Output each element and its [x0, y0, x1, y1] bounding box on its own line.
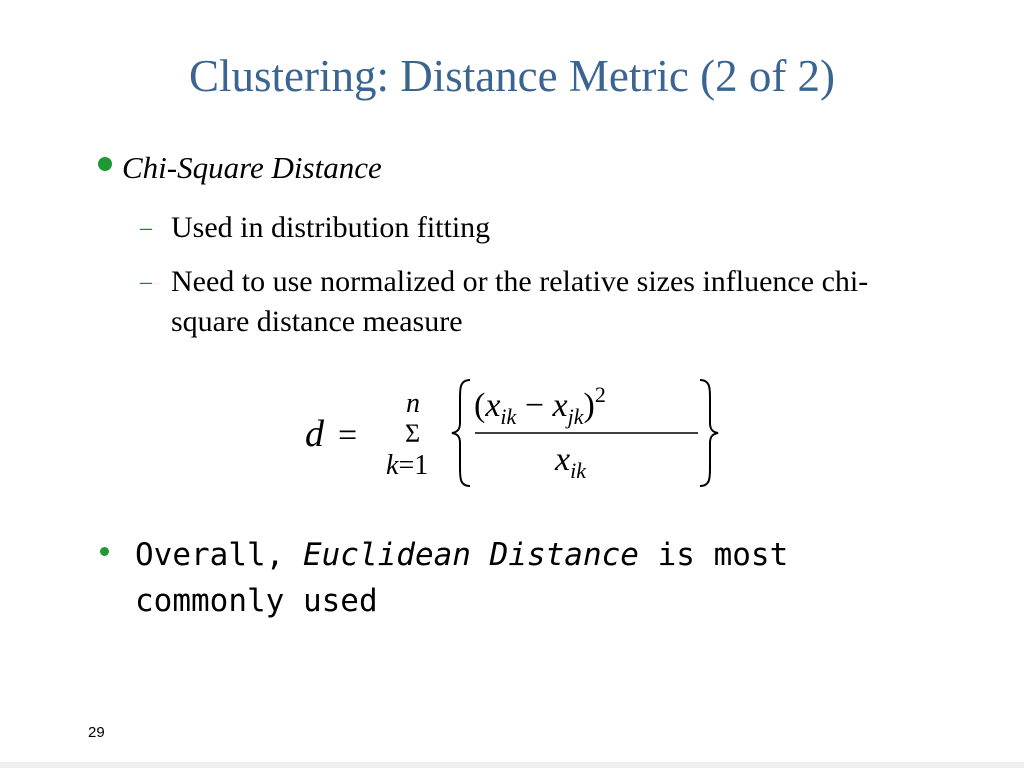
bottom-bar	[0, 762, 1024, 768]
formula-lhs: d	[305, 413, 324, 455]
bullet-dot-icon	[98, 157, 112, 171]
dash-icon: –	[140, 215, 152, 241]
dash-icon: –	[140, 269, 152, 295]
slide-title: Clustering: Distance Metric (2 of 2)	[188, 51, 836, 101]
sub-bullet-text: Need to use normalized or the relative sizes influence chi-square distance measure	[171, 265, 869, 338]
bullet-euclidean	[100, 532, 820, 624]
formula-denominator: $x_{ik}$	[555, 441, 586, 483]
bullet-euclidean-text	[135, 532, 820, 624]
page-number: 29	[88, 724, 105, 741]
formula-sum-upper: n	[406, 388, 420, 419]
bullet-euclidean-italic: Euclidean Distance	[302, 537, 639, 573]
right-brace	[700, 380, 718, 486]
sub-bullet-distribution-fitting	[140, 208, 900, 248]
bullet-dot-icon	[100, 547, 109, 556]
formula-sum-symbol: Σ	[405, 419, 421, 448]
bullet-euclidean-suffix: is most commonly used	[135, 537, 789, 619]
sub-bullet-normalized	[140, 262, 900, 342]
formula-sum-lower: k=1	[386, 450, 429, 481]
bullet-chi-square	[98, 150, 382, 186]
bullet-chi-square-label: Chi-Square Distance	[122, 150, 382, 185]
formula-numerator: $(x_{ik} - x_{jk})^2$	[474, 382, 606, 429]
sub-bullet-text: Used in distribution fitting	[171, 211, 491, 244]
bullet-euclidean-prefix: Overall,	[135, 537, 303, 573]
formula-equals: =	[338, 417, 358, 454]
left-brace	[452, 380, 470, 486]
chi-square-formula	[300, 368, 720, 498]
